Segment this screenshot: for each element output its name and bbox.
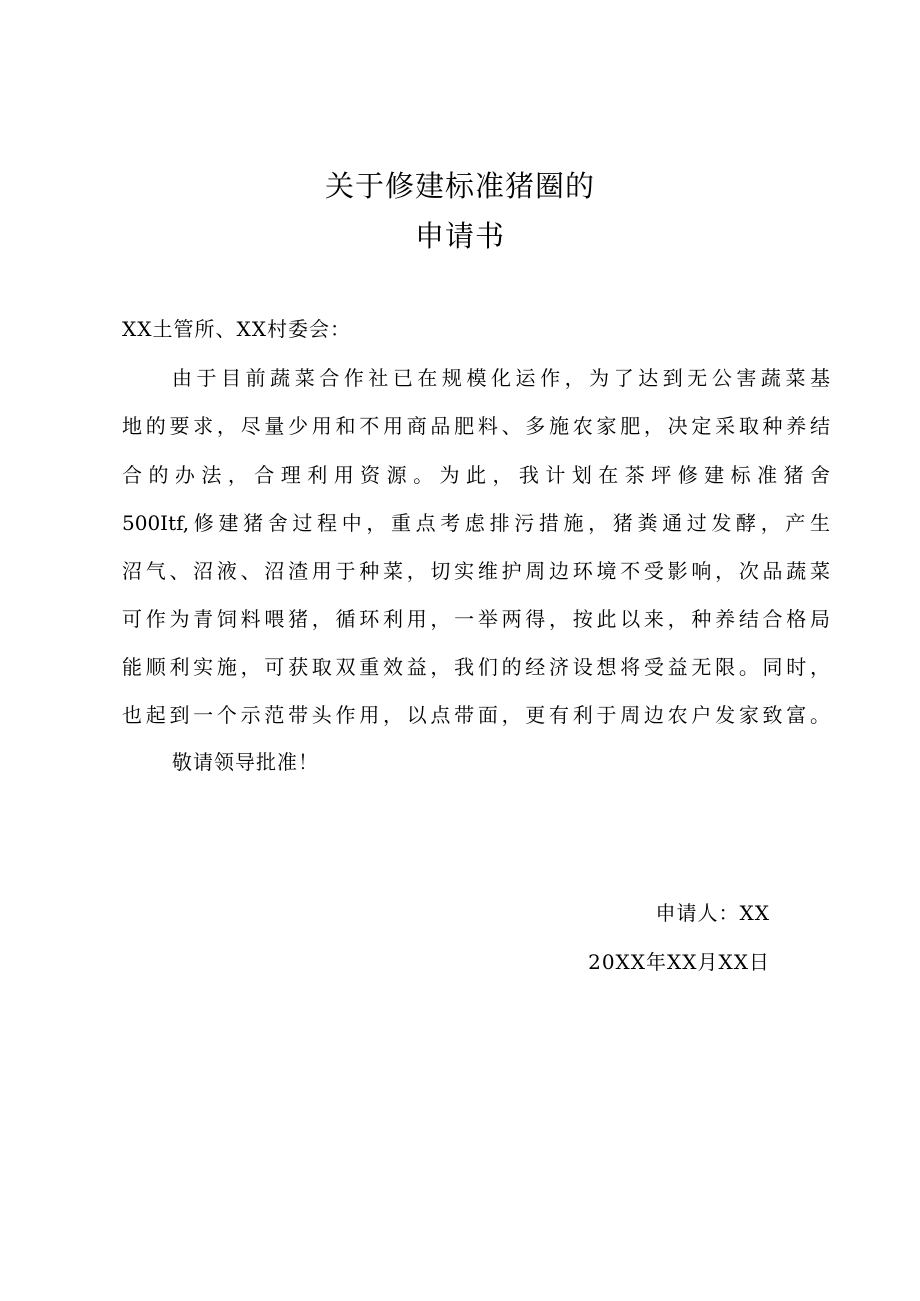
closing-request: 敬请领导批准！ [172,750,319,774]
body-line-5: 沼气、沼液、沼渣用于种菜，切实维护周边环境不受影响，次品蔬菜 [122,559,830,583]
body-line-3: 合的办法，合理利用资源。为此，我计划在茶坪修建标准猪舍 [122,463,830,487]
application-date: 20XX年XX月XX日 [588,950,770,974]
body-line-6: 可作为青饲料喂猪，循环利用，一举两得，按此以来，种养结合格局 [122,607,830,631]
body-line-2: 地的要求，尽量少用和不用商品肥料、多施农家肥，决定采取种养结 [122,414,830,438]
body-line-7: 能顺利实施，可获取双重效益，我们的经济设想将受益无限。同时， [122,655,830,679]
document-title-line-2: 申请书 [414,219,505,253]
applicant-signature: 申请人：XX [655,901,770,925]
document-title-line-1: 关于修建标准猪圈的 [324,169,595,203]
salutation: XX土管所、XX村委会： [122,317,351,341]
body-line-4: 500Itf,修建猪舍过程中，重点考虑排污措施，猪粪通过发酵，产生 [122,511,830,535]
body-line-1: 由于目前蔬菜合作社已在规模化运作，为了达到无公害蔬菜基 [172,366,830,390]
body-line-8: 也起到一个示范带头作用，以点带面，更有利于周边农户发家致富。 [122,703,830,727]
